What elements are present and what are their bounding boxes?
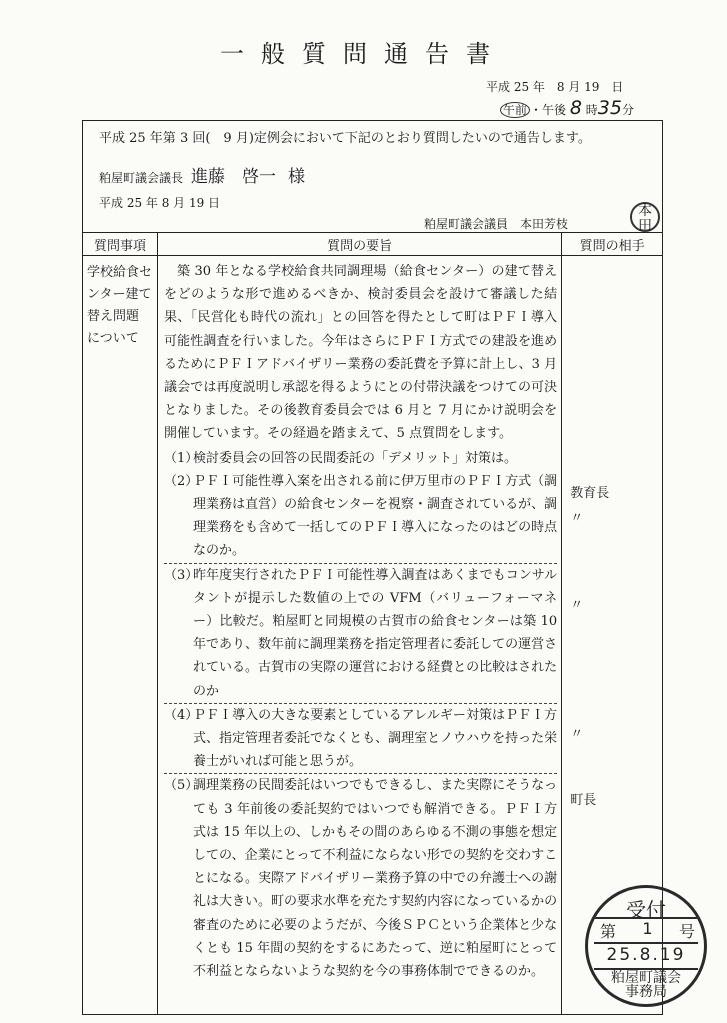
question-item: [164, 470, 557, 563]
question-item: [164, 773, 557, 983]
responder: 〃: [570, 727, 584, 742]
subject-line: 学校給食セ: [87, 265, 153, 280]
addressee-name: 進藤 啓一: [191, 167, 277, 187]
header-summary: 質問の要旨: [157, 233, 561, 256]
stamp-office-line: 事務局: [625, 984, 667, 1000]
responder: 〃: [570, 511, 584, 526]
subject-line: 替え問題: [87, 309, 140, 324]
addressee: [99, 162, 305, 187]
question-text: 昨年度実行されたＰＦＩ可能性導入調査はあくまでもコンサルタントが提示した数値の上での VFM（バリューフォーマネー）比較だ。粕屋町と同規模の古賀市の給食センターは築 10 年であり、数年前に調理業務を指定管理者に委託しての運営されている。古賀市の実際の運営における経費との比較はされたのか: [192, 567, 558, 699]
header-subject: 質問事項: [83, 233, 158, 256]
responder: 教育長: [570, 486, 610, 501]
stamp-office: [588, 971, 704, 999]
question-number: （2）: [163, 473, 199, 489]
question-text: ＰＦＩ可能性導入案を出される前に伊万里市のＰＦＩ方式（調理業務は直営）の給食センターを視察・調査されているが、調理業務をも含めて一括してのＰＦＩ導入になったのはどの時点なのか。: [192, 473, 558, 559]
stamp-number: [600, 919, 695, 942]
reception-stamp: [585, 885, 707, 1007]
question-text: 検討委員会の回答の民間委託の「デメリット」対策は。: [192, 450, 517, 466]
document-date: 平成 25 年 8 月 19 日: [486, 80, 624, 94]
stamp-number-value: 1: [642, 919, 653, 938]
am-circled-mark: 午前: [500, 102, 530, 118]
question-text: ＰＦＩ導入の大きな要素としているアレルギー対策はＰＦＩ方式、指定管理者委託でなくとも、調理室とノウハウを持った栄養士がいれば可能と思うが。: [192, 707, 558, 770]
submitter-title: 粕屋町議会議員: [424, 217, 509, 231]
addressee-title: 粕屋町議会議長: [99, 171, 184, 185]
submitter: [424, 215, 568, 232]
document-time: [500, 97, 634, 119]
question-item: [164, 703, 557, 774]
header-responder: 質問の相手: [562, 233, 663, 256]
minute-unit: 分: [621, 103, 634, 117]
stamp-number-suffix: 号: [678, 922, 695, 941]
document-title: 一般質問通告書: [220, 40, 507, 68]
stamp-date: 25.8.19: [606, 945, 686, 965]
question-number: （3）: [163, 567, 199, 583]
subject-line: について: [87, 331, 139, 346]
hour-value: 8: [569, 97, 582, 119]
submitter-name: 本田芳枝: [520, 217, 569, 231]
subject-line: ンター建て: [87, 287, 152, 302]
responder: 町長: [570, 793, 597, 808]
question-text: 調理業務の民間委託はいつでもできるし、また実際にそうなっても 3 年前後の委託契約ではいつでも解消できる。ＰＦＩ方式は 15 年以上の、しかもその間のあらゆる不測の事態を想定しての、企業にとって不利益にならない形での契約を交わすことになる。実際アドバイザリー業務予算の中での弁護士への謝礼は大きい。町の要求水準を充たす契約内容になっているかの審査のために必要のようだが、今後ＳＰＣという企業体と少なくとも 15 年間の契約をするにあたって、逆に粕屋町にとって不利益とならないような契約を今の事務体制でできるのか。: [192, 778, 558, 980]
intro-paragraph: 築 30 年となる学校給食共同調理場（給食センター）の建て替えをどのような形で進めるべきか、検討委員会を設けて審議した結果、「民営化も時代の流れ」との回答を得たとして町はＰＦＩ導入可能性調査を行いました。今年はさらにＰＦＩ方式での建設を進めるためにＰＦＩアドバイザリー業務の委託費を予算に計上し、3 月議会では再度説明し承認を得るようにとの付帯決議をつけての可決となりました。その後教育委員会では 6 月と 7 月にかけ説明会を開催しています。その経過を踏まえて、5 点質問をします。: [163, 264, 558, 442]
responder: 〃: [570, 598, 584, 613]
summary-cell: [157, 256, 561, 1015]
question-item: [164, 563, 557, 703]
question-number: （4）: [163, 707, 199, 723]
question-table: [82, 232, 663, 1015]
notice-date: 平成 25 年 8 月 19 日: [99, 196, 221, 210]
question-number: （1）: [163, 450, 199, 466]
honorific: 様: [288, 167, 306, 187]
personal-seal: 本田: [630, 202, 660, 232]
minute-value: 35: [597, 97, 622, 119]
notice-text: 平成 25 年第 3 回( 9 月)定例会において下記のとおり質問したいので通告します。: [99, 131, 591, 146]
stamp-divider: [594, 942, 698, 944]
hour-unit: 時: [585, 103, 598, 117]
stamp-received: 受付: [626, 898, 666, 922]
question-item: [164, 447, 557, 470]
stamp-number-prefix: 第: [600, 922, 617, 941]
pm-label: ・午後: [530, 103, 567, 117]
stamp-office-line: 粕屋町議会: [611, 970, 681, 986]
subject-cell: [83, 256, 158, 1015]
question-number: （5）: [163, 778, 199, 794]
